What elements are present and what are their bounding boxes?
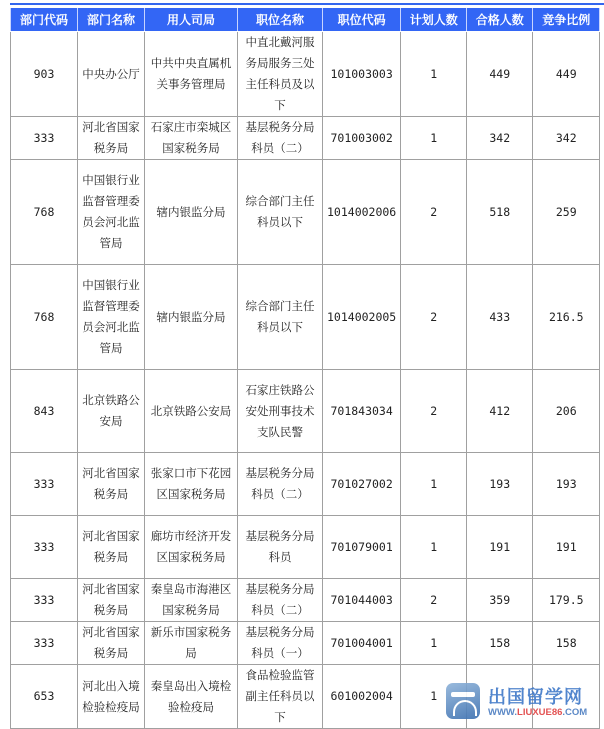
- cell-position-code: 1014002005: [323, 265, 401, 370]
- cell-dept-code: 333: [11, 579, 78, 622]
- cell-dept-name: 河北省国家税务局: [78, 579, 145, 622]
- cell-position-code: 701843034: [323, 370, 401, 453]
- cell-dept-code: 333: [11, 117, 78, 160]
- cell-qualified: 359: [467, 579, 533, 622]
- cell-dept-code: 768: [11, 160, 78, 265]
- header-qualified: 合格人数: [467, 8, 533, 32]
- cell-bureau: 秦皇岛出入境检验检疫局: [145, 665, 238, 729]
- cell-ratio: 179.5: [533, 579, 600, 622]
- table-row: [11, 370, 600, 453]
- cell-qualified: 193: [467, 453, 533, 516]
- cell-bureau: 新乐市国家税务局: [145, 622, 238, 665]
- table-row: [11, 516, 600, 579]
- table-row: [11, 622, 600, 665]
- cell-planned: 2: [401, 579, 467, 622]
- cell-bureau: 石家庄市栾城区国家税务局: [145, 117, 238, 160]
- cell-ratio: 191: [533, 516, 600, 579]
- cell-position: 基层税务分局科员（一）: [238, 622, 323, 665]
- cell-position-code: 601002004: [323, 665, 401, 729]
- table-row: [11, 117, 600, 160]
- cell-bureau: 中共中央直属机关事务管理局: [145, 32, 238, 117]
- cell-bureau: 秦皇岛市海港区国家税务局: [145, 579, 238, 622]
- table-row: [11, 32, 600, 117]
- header-position: 职位名称: [238, 8, 323, 32]
- header-row: [11, 8, 600, 32]
- cell-dept-code: 843: [11, 370, 78, 453]
- watermark-url-suffix: .COM: [562, 707, 588, 718]
- header-bureau: 用人司局: [145, 8, 238, 32]
- cell-position: 基层税务分局科员（二）: [238, 579, 323, 622]
- cell-position: 综合部门主任科员以下: [238, 265, 323, 370]
- cell-dept-name: 河北省国家税务局: [78, 516, 145, 579]
- table-row: [11, 265, 600, 370]
- header-position-code: 职位代码: [323, 8, 401, 32]
- site-watermark: [446, 683, 604, 721]
- cell-ratio: 342: [533, 117, 600, 160]
- cell-position: 基层税务分局科员: [238, 516, 323, 579]
- watermark-url: [488, 707, 587, 718]
- cell-position-code: 1014002006: [323, 160, 401, 265]
- cell-ratio: 158: [533, 622, 600, 665]
- cell-position-code: 701079001: [323, 516, 401, 579]
- cell-qualified: 518: [467, 160, 533, 265]
- cell-planned: 2: [401, 160, 467, 265]
- cell-dept-name: 河北省国家税务局: [78, 453, 145, 516]
- cell-planned: 1: [401, 117, 467, 160]
- table-row: [11, 453, 600, 516]
- cell-ratio: 216.5: [533, 265, 600, 370]
- cell-position-code: 101003003: [323, 32, 401, 117]
- cell-qualified: 342: [467, 117, 533, 160]
- table-row: [11, 579, 600, 622]
- cell-dept-code: 333: [11, 516, 78, 579]
- watermark-url-highlight: LIUXUE86: [517, 707, 563, 718]
- cell-planned: 1: [401, 32, 467, 117]
- cell-position-code: 701044003: [323, 579, 401, 622]
- cell-dept-code: 653: [11, 665, 78, 729]
- cell-position: 石家庄铁路公安处刑事技术支队民警: [238, 370, 323, 453]
- cell-dept-code: 903: [11, 32, 78, 117]
- table-body: [11, 32, 600, 729]
- cell-ratio: 206: [533, 370, 600, 453]
- cell-position: 中直北戴河服务局服务三处主任科员及以下: [238, 32, 323, 117]
- top-rule: [10, 3, 604, 5]
- cell-planned: 1: [401, 665, 467, 729]
- cell-position: 基层税务分局科员（二）: [238, 453, 323, 516]
- table-row: [11, 160, 600, 265]
- cell-qualified: 191: [467, 516, 533, 579]
- cell-ratio: 449: [533, 32, 600, 117]
- cell-planned: 2: [401, 370, 467, 453]
- cell-qualified: 449: [467, 32, 533, 117]
- cell-bureau: 辖内银监分局: [145, 265, 238, 370]
- cell-dept-code: 333: [11, 453, 78, 516]
- cell-dept-name: 河北省国家税务局: [78, 117, 145, 160]
- header-dept-code: 部门代码: [11, 8, 78, 32]
- header-planned: 计划人数: [401, 8, 467, 32]
- cell-position-code: 701004001: [323, 622, 401, 665]
- cell-position: 食品检验监管副主任科员以下: [238, 665, 323, 729]
- watermark-title: 出国留学网: [488, 687, 583, 708]
- cell-ratio: 259: [533, 160, 600, 265]
- cell-qualified: 158: [467, 622, 533, 665]
- watermark-url-prefix: WWW.: [488, 707, 518, 718]
- cell-dept-name: 中国银行业监督管理委员会河北监管局: [78, 265, 145, 370]
- cell-dept-name: 中央办公厅: [78, 32, 145, 117]
- cell-planned: 2: [401, 265, 467, 370]
- cell-dept-name: 中国银行业监督管理委员会河北监管局: [78, 160, 145, 265]
- cell-bureau: 辖内银监分局: [145, 160, 238, 265]
- cell-planned: 1: [401, 622, 467, 665]
- cell-bureau: 张家口市下花园区国家税务局: [145, 453, 238, 516]
- cell-ratio: 193: [533, 453, 600, 516]
- cell-dept-name: 河北省国家税务局: [78, 622, 145, 665]
- cell-position: 基层税务分局科员（二）: [238, 117, 323, 160]
- cell-dept-code: 768: [11, 265, 78, 370]
- cell-dept-name: 北京铁路公安局: [78, 370, 145, 453]
- header-ratio: 竞争比例: [533, 8, 600, 32]
- cell-dept-code: 333: [11, 622, 78, 665]
- cell-position-code: 701003002: [323, 117, 401, 160]
- graduation-cap-logo-icon: [446, 683, 480, 719]
- cell-planned: 1: [401, 516, 467, 579]
- cell-qualified: 433: [467, 265, 533, 370]
- cell-position-code: 701027002: [323, 453, 401, 516]
- cell-position: 综合部门主任科员以下: [238, 160, 323, 265]
- results-table: [10, 8, 600, 729]
- cell-planned: 1: [401, 453, 467, 516]
- cell-bureau: 廊坊市经济开发区国家税务局: [145, 516, 238, 579]
- cell-dept-name: 河北出入境检验检疫局: [78, 665, 145, 729]
- cell-bureau: 北京铁路公安局: [145, 370, 238, 453]
- cell-qualified: 412: [467, 370, 533, 453]
- header-dept-name: 部门名称: [78, 8, 145, 32]
